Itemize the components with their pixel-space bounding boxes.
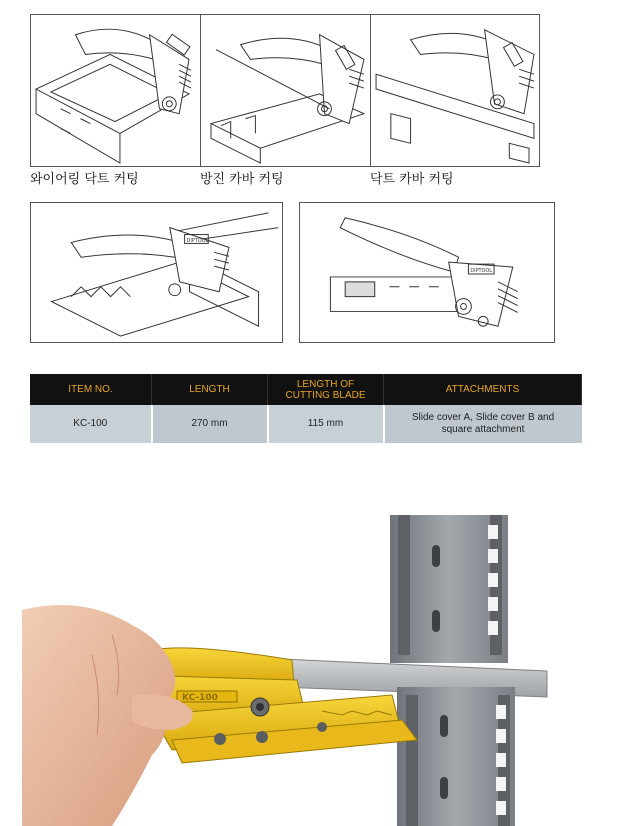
wiring-duct-upper (390, 515, 508, 663)
spec-table (30, 374, 582, 443)
line-drawing (300, 203, 554, 342)
header-attachments: ATTACHMENTS (384, 374, 582, 405)
cell-length: 270 mm (152, 405, 268, 443)
illustration-wiring-duct-cutting (30, 14, 201, 167)
cell-attachments-label: Slide cover A, Slide cover B and square attachment (411, 412, 555, 435)
line-drawing (371, 15, 539, 166)
header-blade-length (268, 374, 384, 405)
line-drawing (31, 203, 282, 342)
illustration-tool-with-slide-cover (299, 202, 555, 343)
illustration-tool-with-square-attachment (30, 202, 283, 343)
cell-blade-length: 115 mm (268, 405, 384, 443)
table-row (30, 405, 582, 443)
header-length: LENGTH (152, 374, 268, 405)
product-photo (22, 515, 592, 826)
brand-plate-label: DIPTOOL (470, 268, 493, 275)
caption-wiring-duct-cutting: 와이어링 닥트 커팅 (30, 172, 139, 187)
cell-attachments (384, 405, 582, 443)
model-marking-label: KC-100 (182, 693, 218, 703)
header-item-no: ITEM NO. (30, 374, 152, 405)
caption-dustproof-cover-cutting: 방진 카바 커팅 (200, 172, 284, 187)
spec-table-header-row (30, 374, 582, 405)
header-blade-length-label: LENGTH OF CUTTING BLADE (285, 378, 366, 401)
wiring-duct-lower (397, 687, 515, 826)
line-drawing (31, 15, 200, 166)
caption-duct-cover-cutting: 닥트 카바 커팅 (370, 172, 454, 187)
illustration-dustproof-cover-cutting (200, 14, 371, 167)
brand-plate-label: DIPTOOL (186, 237, 209, 244)
line-drawing (201, 15, 370, 166)
photo-render (22, 515, 592, 826)
illustration-duct-cover-cutting (370, 14, 540, 167)
cell-item-no: KC-100 (30, 405, 152, 443)
